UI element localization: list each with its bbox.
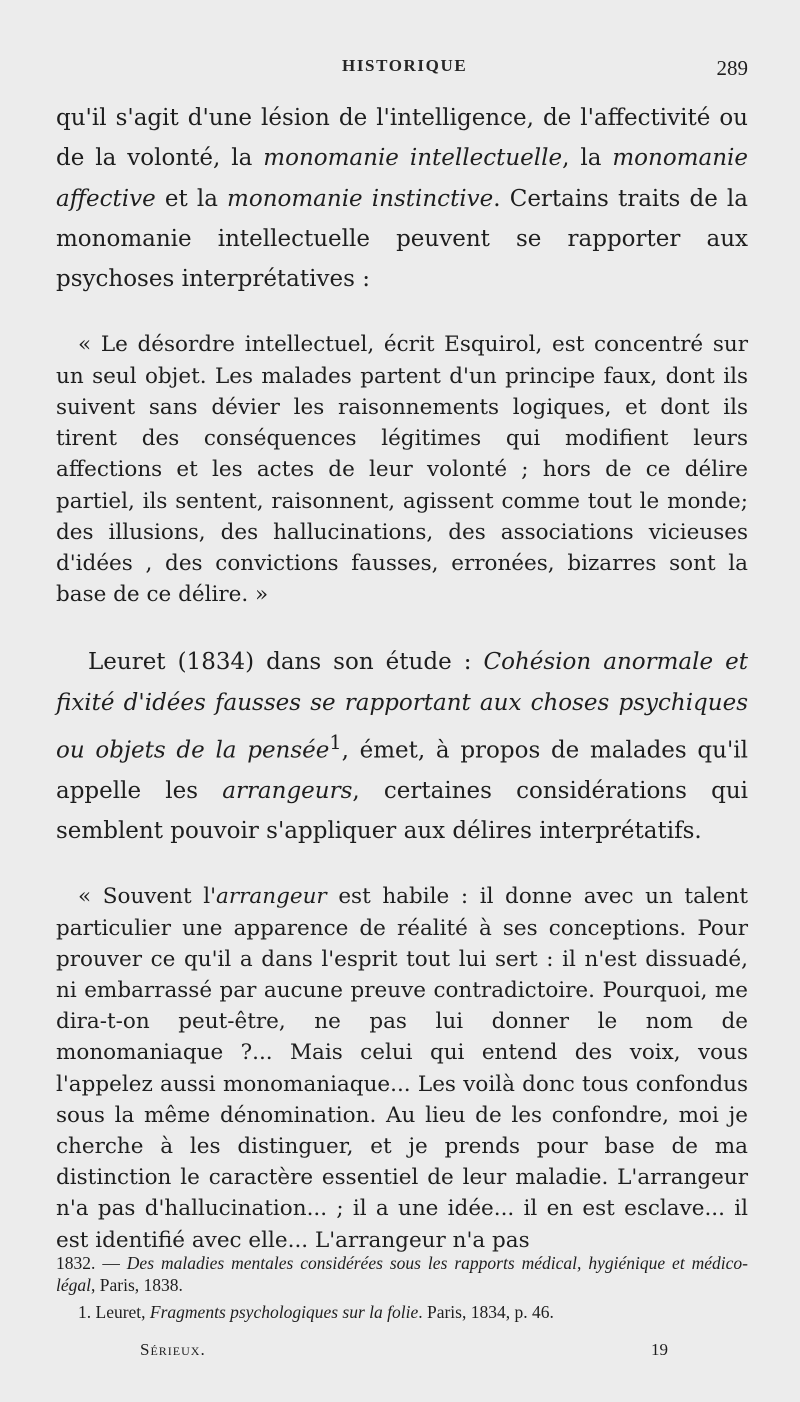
- signature-line: [140, 1340, 680, 1360]
- text-run: Leuret (1834) dans son étude :: [88, 649, 484, 676]
- page-number: 289: [716, 56, 748, 80]
- paragraph-monomanies: [56, 98, 748, 299]
- text-run: est habile : il donne avec un talent particulier une apparence de réalité à ses conceptions. Pour prouver ce qu'il a dans l'esprit tout lui sert : il n'est dissuadé, ni embarrassé par aucune preuve contradictoire. Pourquoi, me dira-t-on peut-être, ne pas lui donner le nom de monomaniaque ?... Mais celui qui entend des voix, vous l'appelez aussi monomaniaque... Les voilà donc tous confondus sous la même dénomination. Au lieu de les confondre, moi je cherche à les distinguer, et je prends pour base de ma distinction le caractère essentiel de leur maladie. L'arrangeur n'a pas d'hallucination... ; il a une idée... il en est esclave... il est identifié avec elle... L'arrangeur n'a pas: [56, 884, 748, 1253]
- text-run: , certaines considérations qui semblent pouvoir s'appliquer aux délires interprétatifs.: [56, 777, 748, 845]
- work-title: Des maladies mentales considérées sous les rapports médical, hygiénique et médico-légal: [56, 1253, 748, 1295]
- quote-esquirol: « Le désordre intellectuel, écrit Esquirol, est concentré sur un seul objet. Les malades partent d'un principe faux, dont ils suivent sans dévier les raisonnements logiques, et dont ils tirent des conséquences légitimes qui modifient leurs affections et les actes de leur volonté ; hors de ce délire partiel, ils sentent, raisonnent, agissent comme tout le monde; des illusions, des hallucinations, des associations vicieuses d'idées , des convictions fausses, erronées, bizarres sont la base de ce délire. »: [56, 332, 748, 608]
- text-run: « Souvent l': [78, 884, 217, 910]
- running-head: [0, 56, 800, 86]
- text-run: . Certains traits de la monomanie intellectuelle peuvent se rapporter aux psychoses interprétatives :: [56, 185, 749, 293]
- footnote-1: [56, 1302, 748, 1324]
- footnote-ref: 1: [329, 730, 342, 754]
- footnotes: [56, 1253, 748, 1324]
- italic-term: monomanie instinctive: [227, 185, 494, 212]
- author-signature: Sérieux.: [140, 1340, 206, 1359]
- italic-term: arrangeurs: [222, 777, 353, 804]
- work-title: Fragments psychologiques sur la folie: [149, 1302, 419, 1322]
- paragraph-leuret: [56, 642, 748, 851]
- signature-number: 19: [651, 1340, 668, 1359]
- italic-term: monomanie intellectuelle: [263, 145, 563, 172]
- text-run: 1832. —: [56, 1253, 127, 1273]
- text-run: qu'il s'agit d'une lésion de l'intelligence, de l'affectivité ou de la volonté, la: [56, 105, 748, 172]
- quote-leuret: [56, 881, 748, 1255]
- italic-term: arrangeur: [216, 884, 327, 910]
- running-head-title: HISTORIQUE: [342, 56, 468, 75]
- italic-term: monomanie affective: [56, 145, 748, 212]
- footnote-continued: [56, 1253, 748, 1296]
- text-run: , Paris, 1838.: [91, 1274, 183, 1295]
- work-title: Cohésion anormale et fixité d'idées fausses se rapportant aux choses psychiques ou objets de la pensée: [56, 649, 748, 764]
- text-run: . Paris, 1834, p. 46.: [418, 1302, 554, 1322]
- text-run: et la: [155, 185, 228, 212]
- text-run: , la: [562, 145, 613, 172]
- body-text: [56, 98, 748, 1256]
- text-run: , émet, à propos de malades qu'il appelle les: [56, 737, 748, 804]
- text-run: 1. Leuret,: [78, 1302, 150, 1322]
